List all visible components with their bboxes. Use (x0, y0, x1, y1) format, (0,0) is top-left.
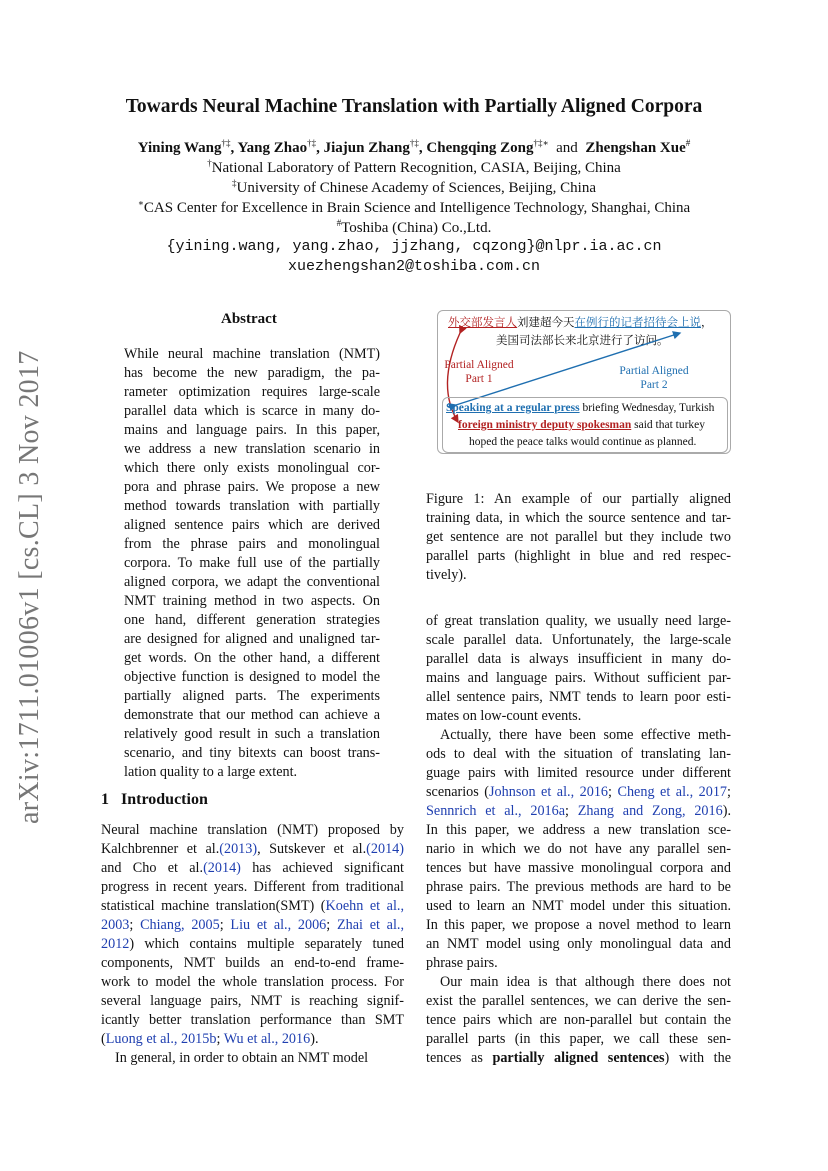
figure-target-line-1: Speaking at a regular press briefing Wednesday, Turkish (446, 402, 715, 414)
text-line: allel sentence pairs, NMT tends to learn poor esti- (426, 689, 731, 705)
author-sup: †‡ (221, 138, 231, 148)
intro-body (101, 821, 404, 1068)
affiliation-mark: ‡ (231, 178, 237, 188)
email-line: xuezhengshan2@toshiba.com.cn (287, 258, 541, 275)
abstract-body (124, 345, 380, 782)
author-name: Zhengshan Xue (585, 140, 686, 156)
text-line: statistical machine translation(SMT) (Koehn et al., (101, 898, 404, 914)
abstract-heading: Abstract (221, 311, 277, 327)
partial-aligned-label-1: Partial Aligned Part 1 (444, 359, 514, 385)
text-line: 2003; Chiang, 2005; Liu et al., 2006; Zhai et al., (101, 917, 404, 933)
text-line: are designed for aligned and unaligned tar- (124, 631, 380, 647)
affiliation-text: National Laboratory of Pattern Recognition, CASIA, Beijing, China (211, 160, 621, 176)
intro-body-right (426, 612, 731, 1068)
author-sup: # (685, 138, 691, 148)
figure-text: 刘建超今天 (517, 317, 575, 329)
citation-link[interactable]: 2003 (101, 917, 130, 933)
text-line: an NMT model using only monolingual data and (426, 936, 731, 952)
text-line: work to model the whole translation process. For (101, 974, 404, 990)
text-line: progress in recent years. Different from traditional (101, 879, 404, 895)
partial-aligned-label-2: Partial Aligned Part 2 (619, 365, 689, 391)
text-line: tively). (426, 567, 467, 583)
aligned-part-2-source: 在例行的记者招待会上说 (574, 317, 701, 329)
affiliation-mark: # (336, 218, 342, 228)
text-line: rameter optimization requires large-scale (124, 384, 380, 400)
text-line: Kalchbrenner et al.(2013), Sutskever et al.(2014) (101, 841, 404, 857)
text-line: which there only exists monolingual cor- (124, 460, 380, 476)
section-number: 1 (101, 791, 109, 808)
citation-link[interactable]: Luong et al., 2015b (105, 1031, 217, 1047)
figure-source-line-2: 美国司法部长来北京进行了访问。 (496, 335, 669, 347)
text-line: lation quality to a large extent. (124, 764, 298, 780)
text-line: icantly better translation performance than SMT (101, 1012, 404, 1028)
figure-target-line-3: hoped the peace talks would continue as planned. (469, 436, 697, 448)
affiliation-mark: † (207, 158, 212, 168)
text-line: In this paper, we address a new translation sce- (426, 822, 731, 838)
text-line: several language pairs, NMT is reaching signif- (101, 993, 404, 1009)
section-heading (101, 791, 208, 809)
author-name: Jiajun Zhang (323, 140, 410, 156)
text-line: aligned corpora, we adapt the conventional (124, 574, 380, 590)
author-sup: †‡ (409, 138, 419, 148)
text-line: scale parallel data. Unfortunately, the large-scale (426, 632, 731, 648)
figure-caption (426, 490, 731, 585)
affiliation (0, 178, 828, 197)
text-line: scenarios (Johnson et al., 2016; Cheng et al., 2017; (426, 784, 731, 800)
text-line: Figure 1: An example of our partially aligned (426, 491, 731, 507)
text-line: scenario, and tiny bitexts can boost trans- (124, 745, 380, 761)
affiliation (0, 198, 828, 217)
affiliation-text: CAS Center for Excellence in Brain Science and Intelligence Technology, Shanghai, China (143, 200, 691, 216)
text-line: parallel data is always insufficient in many do- (426, 651, 731, 667)
text-line: has become the new paradigm, the pa- (124, 365, 380, 381)
text-line: components, NMT builds an end-to-end frame- (101, 955, 404, 971)
text-line: mains and language pairs. Without sufficient par- (426, 670, 731, 686)
text-line: guage pairs with limited resource under different (426, 765, 731, 781)
author-list: Yining Wang†‡, Yang Zhao†‡, Jiajun Zhang†‡, Chengqing Zong†‡∗ and Zhengshan Xue# (137, 138, 691, 156)
text-line: pora and phrase pairs. We propose a new (124, 479, 380, 495)
text-line: In general, in order to obtain an NMT model (115, 1050, 369, 1066)
text-line: Neural machine translation (NMT) proposed by (101, 822, 404, 838)
text-line: Actually, there have been some effective meth- (440, 727, 731, 743)
author-and: and (556, 140, 578, 156)
text-line: we address a new translation scenario in (124, 441, 380, 457)
text-line: (Luong et al., 2015b; Wu et al., 2016). (101, 1031, 319, 1047)
text-line: parallel parts (in this paper, we call these sen- (426, 1031, 731, 1047)
text-line: aligned sentence pairs which are derived (124, 517, 380, 533)
citation-link[interactable]: (2014) (203, 860, 241, 876)
text-line: from the phrase pairs and monolingual (124, 536, 380, 552)
text-line: parallel data which is scarce in many do- (124, 403, 380, 419)
text-line: In this paper, we propose a novel method to learn (426, 917, 731, 933)
citation-link[interactable]: (2013) (219, 841, 258, 857)
author-sup: †‡ (307, 138, 317, 148)
affiliation-mark: ∗ (137, 198, 144, 208)
text-line: partially aligned parts. The experiments (124, 688, 380, 704)
text-line: ods to deal with the situation of translating lan- (426, 746, 731, 762)
citation-link[interactable]: Cheng et al., 2017 (617, 784, 728, 800)
paper-title: Towards Neural Machine Translation with Partially Aligned Corpora (125, 96, 703, 117)
figure-target-line-2: foreign ministry deputy spokesman said that turkey (458, 419, 706, 431)
author-name: Chengqing Zong (426, 140, 534, 156)
text-line: training data, in which the source sentence and tar- (426, 510, 731, 526)
text-line: demonstrate that our method can achieve a (124, 707, 380, 723)
text-line: objective function is designed to model the (124, 669, 380, 685)
text-line: tences but have massive monolingual corpora and (426, 860, 731, 876)
text-line: While neural machine translation (NMT) (124, 346, 380, 362)
citation-link[interactable]: Zhai et al., (336, 917, 404, 933)
text-line: Our main idea is that although there does not (440, 974, 731, 990)
citation-link[interactable]: Zhang and Zong, 2016 (577, 803, 723, 819)
text-line: Sennrich et al., 2016a; Zhang and Zong, 2016). (426, 803, 731, 819)
text-line: and Cho et al.(2014) has achieved significant (101, 860, 404, 876)
email-line: {yining.wang, yang.zhao, jjzhang, cqzong}@nlpr.ia.ac.cn (166, 238, 662, 255)
affiliation (0, 158, 828, 177)
text-line: used to learn an NMT model under this situation. (426, 898, 731, 914)
text-line: phrase pairs. (426, 955, 498, 971)
citation-link[interactable]: Wu et al., 2016 (223, 1031, 311, 1047)
citation-link[interactable]: Liu et al., 2006 (230, 917, 327, 933)
text-line: mains and language pairs. In this paper, (124, 422, 380, 438)
text-line: tence pairs which are non-parallel but contain the (426, 1012, 731, 1028)
text-line: exist the parallel sentences, we can derive the sen- (426, 993, 731, 1009)
affiliation-text: University of Chinese Academy of Sciences, Beijing, China (236, 180, 596, 196)
affiliation-text: Toshiba (China) Co.,Ltd. (341, 220, 492, 236)
text-line: parallel parts (highlight in blue and red respec- (426, 548, 731, 564)
text-line: mates on low-count events. (426, 708, 582, 724)
figure-1 (437, 310, 731, 454)
citation-link[interactable]: Chiang, 2005 (140, 917, 220, 933)
text-line: relatively good result in such a translation (124, 726, 380, 742)
text-line: of great translation quality, we usually need large- (426, 613, 731, 629)
author-name: Yining Wang (137, 140, 222, 156)
citation-link[interactable]: Koehn et al., (325, 898, 404, 914)
aligned-part-2-target: Speaking at a regular press (446, 402, 580, 414)
aligned-part-1-target: foreign ministry deputy spokesman (458, 419, 632, 431)
citation-link[interactable]: Sennrich et al., 2016a (426, 803, 566, 819)
affiliation (0, 218, 828, 237)
author-sup: †‡∗ (533, 138, 549, 148)
section-title: Introduction (121, 791, 208, 808)
text-line: get sentence are not parallel but they include two (426, 529, 731, 545)
text-line: NMT training method in two aspects. On (124, 593, 380, 609)
text-line: corpora. To make full use of the partially (124, 555, 380, 571)
citation-link[interactable]: 2012 (101, 936, 130, 952)
arxiv-stamp: arXiv:1711.01006v1 [cs.CL] 3 Nov 2017 (14, 350, 45, 824)
text-line: phrase pairs. The previous methods are hard to be (426, 879, 731, 895)
text-line: nario in which we do not have any parallel sen- (426, 841, 731, 857)
blue-arrow (456, 333, 680, 405)
text-line: one hand, different generation strategies (124, 612, 380, 628)
text-line: get words. On the other hand, a different (124, 650, 380, 666)
author-name: Yang Zhao (237, 140, 308, 156)
text-line: 2012) which contains multiple separately tuned (101, 936, 404, 952)
text-line: tences as partially aligned sentences) with the (426, 1050, 732, 1066)
text-line: method towards translation with partially (124, 498, 380, 514)
citation-link[interactable]: Johnson et al., 2016 (489, 784, 609, 800)
citation-link[interactable]: (2014) (366, 841, 404, 857)
aligned-part-1-source: 外交部发言人 (448, 317, 517, 329)
figure-text: ， (701, 317, 713, 329)
